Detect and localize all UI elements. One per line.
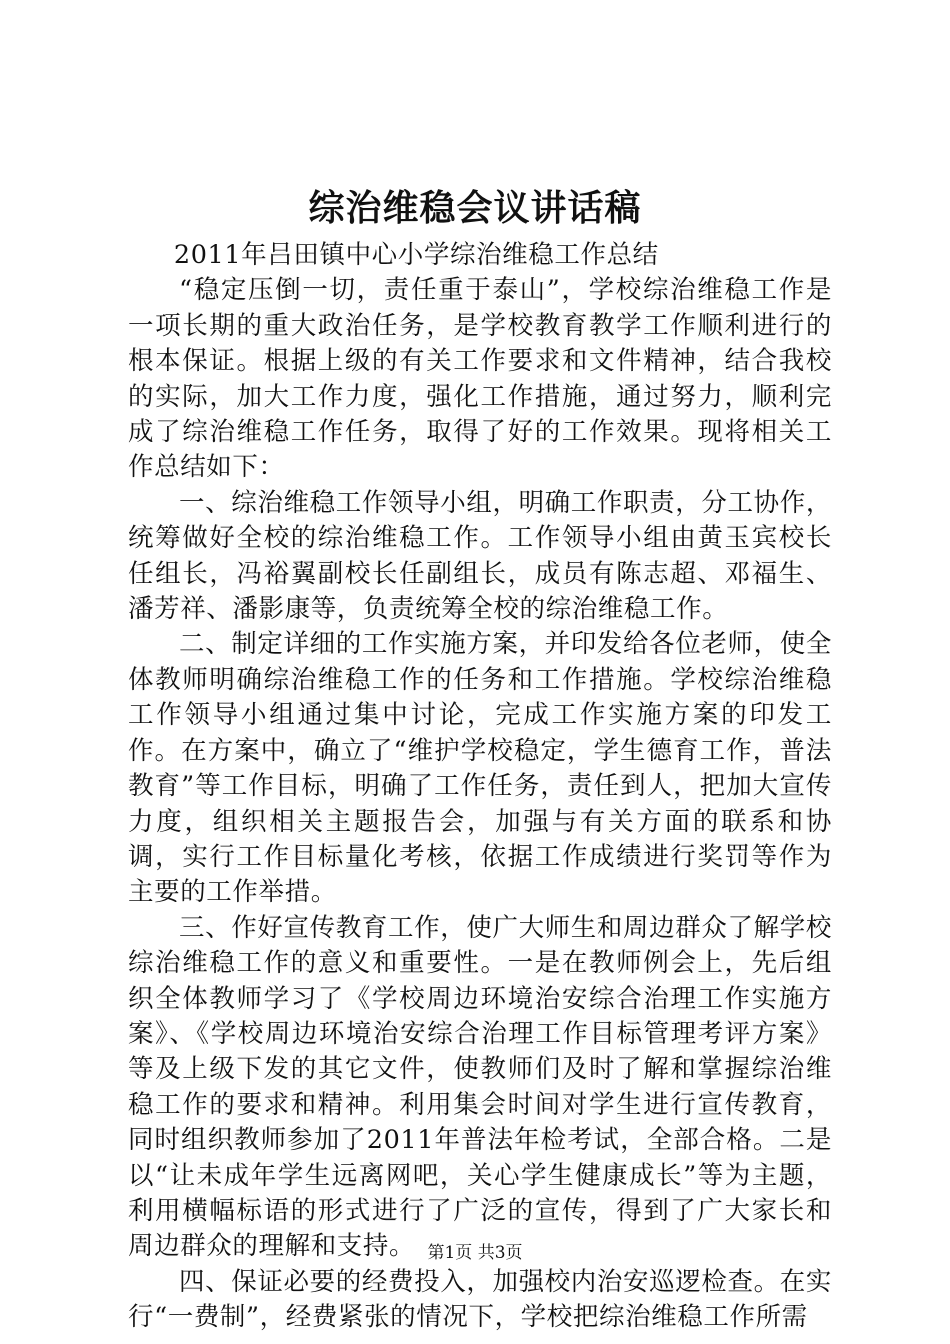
document-title: 综治维稳会议讲话稿 <box>308 187 642 229</box>
paragraph-intro: “稳定压倒一切，责任重于泰山”，学校综治维稳工作是一项长期的重大政治任务，是学校教育教学工作顺利进行的根本保证。根据上级的有关工作要求和文件精神，结合我校的实际，加大工作力度，强化工作措施，通过努力，顺利完成了综治维稳工作任务，取得了好的工作效果。现将相关工作总结如下： <box>128 275 832 483</box>
document-body <box>128 238 832 1336</box>
paragraph-section-1: 一、综治维稳工作领导小组，明确工作职责，分工协作，统筹做好全校的综治维稳工作。工作领导小组由黄玉宾校长任组长，冯裕翼副校长任副组长，成员有陈志超、邓福生、潘芳祥、潘影康等，负责统筹全校的综治维稳工作。 <box>128 487 832 625</box>
paragraph-section-2: 二、制定详细的工作实施方案，并印发给各位老师，使全体教师明确综治维稳工作的任务和工作措施。学校综治维稳工作领导小组通过集中讨论，完成工作实施方案的印发工作。在方案中，确立了“维护学校稳定，学生德育工作，普法教育”等工作目标，明确了工作任务，责任到人，把加大宣传力度，组织相关主题报告会，加强与有关方面的联系和协调，实行工作目标量化考核，依据工作成绩进行奖罚等作为主要的工作举措。 <box>128 629 832 908</box>
page-number-footer: 第1页 共3页 <box>427 1243 523 1263</box>
document-subtitle: 2011年吕田镇中心小学综治维稳工作总结 <box>173 240 659 270</box>
paragraph-section-4: 四、保证必要的经费投入，加强校内治安巡逻检查。在实行“一费制”，经费紧张的情况下，学校把综治维稳工作所需 <box>128 1266 832 1333</box>
paragraph-section-3: 三、作好宣传教育工作，使广大师生和周边群众了解学校综治维稳工作的意义和重要性。一是在教师例会上，先后组织全体教师学习了《学校周边环境治安综合治理工作实施方案》、《学校周边环境治安综合治理工作目标管理考评方案》等及上级下发的其它文件，使教师们及时了解和掌握综治维稳工作的要求和精神。利用集会时间对学生进行宣传教育，同时组织教师参加了2011年普法年检考试，全部合格。二是以“让未成年学生远离网吧，关心学生健康成长”等为主题，利用横幅标语的形式进行了广泛的宣传，得到了广大家长和周边群众的理解和支持。 <box>128 912 832 1262</box>
